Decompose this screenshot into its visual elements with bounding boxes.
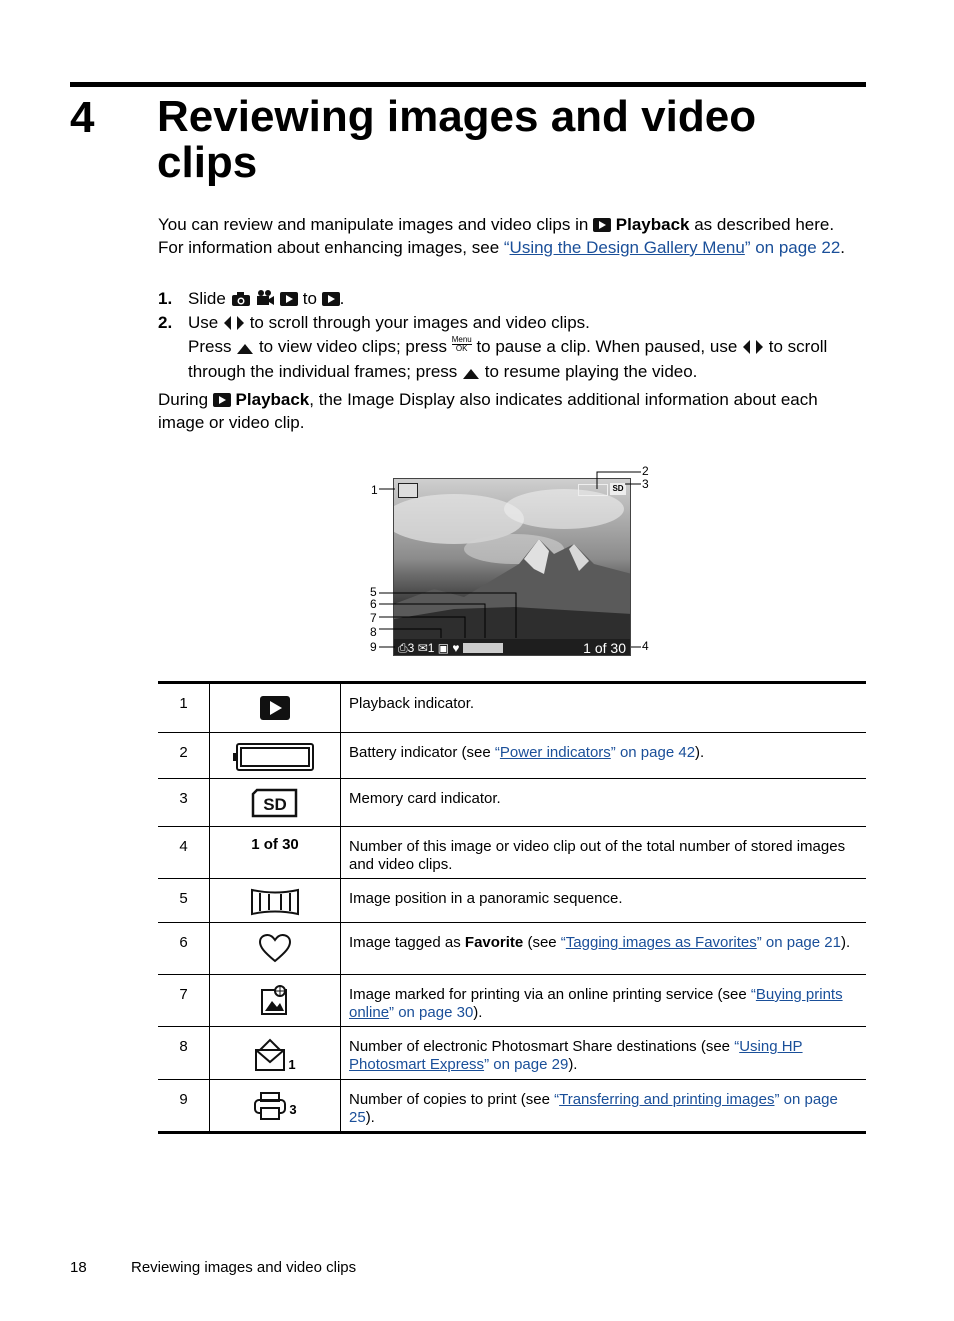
up-arrow-icon: [236, 343, 254, 355]
table-row: [158, 1080, 866, 1131]
row-description: Number of copies to print (see “Transferring and printing images” on page 25).: [349, 1091, 838, 1126]
callout-2: 2: [642, 464, 649, 478]
printer-icon: [253, 1091, 287, 1121]
playback-icon: [322, 292, 340, 306]
row-number: 3: [158, 779, 210, 826]
chapter-rule: [70, 82, 866, 87]
transferring-printing-link[interactable]: “Transferring and printing images” on page 25: [349, 1091, 838, 1126]
table-row: [158, 733, 866, 779]
row-number: 4: [158, 827, 210, 878]
sd-card-icon: [251, 788, 299, 818]
counter-label: 1 of 30: [210, 827, 341, 878]
row-number: 5: [158, 879, 210, 922]
display-heart-icon: ♥: [452, 641, 460, 655]
intro-text: You can review and manipulate images and video clips in: [158, 215, 594, 234]
row-description: Image position in a panoramic sequence.: [349, 890, 623, 907]
left-right-arrows-icon: [223, 315, 245, 331]
table-row: [158, 1027, 866, 1080]
step-1-number: 1.: [158, 289, 173, 308]
callout-6: 6: [370, 597, 377, 611]
svg-text:SD: SD: [263, 795, 287, 814]
row-number: 6: [158, 923, 210, 974]
heart-icon: [258, 933, 292, 963]
buying-prints-link[interactable]: “Buying prints online” on page 30: [349, 986, 843, 1021]
callout-5: 5: [370, 585, 377, 599]
footer-title: Reviewing images and video clips: [131, 1259, 357, 1276]
page-number: 18: [70, 1259, 87, 1276]
design-gallery-link[interactable]: “Using the Design Gallery Menu” on page 22: [503, 238, 841, 257]
up-arrow-icon: [462, 368, 480, 380]
table-row: [158, 975, 866, 1027]
share-icon: [254, 1038, 286, 1072]
table-row: [158, 827, 866, 879]
video-icon: [255, 289, 275, 307]
row-description: Image marked for printing via an online printing service (see “Buying prints online” on page 30).: [349, 986, 843, 1021]
callout-9: 9: [370, 640, 377, 654]
row-description: Number of this image or video clip out of the total number of stored images and video clips.: [349, 838, 846, 873]
row-number: 7: [158, 975, 210, 1026]
step-2-number: 2.: [158, 313, 173, 332]
menu-ok-icon: Menu OK: [451, 335, 472, 353]
during-paragraph: During Playback, the Image Display also indicates additional information about each image or video clip.: [158, 390, 818, 432]
panorama-icon: [250, 887, 300, 917]
table-bottom-rule: [158, 1131, 866, 1134]
step-2-line-2: Press to view video clips; press Menu OK to pause a clip. When paused, use to scroll: [188, 335, 828, 356]
power-indicators-link[interactable]: “Power indicators” on page 42: [494, 744, 696, 761]
playback-label: Playback: [615, 215, 690, 234]
display-sd-icon: SD: [610, 483, 626, 495]
step-2-line-1: Use to scroll through your images and video clips.: [188, 313, 590, 332]
figure-callout-lines: [365, 462, 665, 662]
display-counter: 1 of 30: [583, 640, 626, 656]
chapter-title: Reviewing images and video clips: [157, 92, 757, 187]
photosmart-express-link[interactable]: “Using HP Photosmart Express” on page 29: [349, 1038, 803, 1073]
display-share-icon: ✉: [417, 641, 428, 655]
table-row: [158, 779, 866, 827]
playback-icon: [213, 393, 231, 407]
camera-icon: [231, 291, 251, 307]
share-count: 1: [288, 1057, 296, 1072]
row-description: Number of electronic Photosmart Share destinations (see “Using HP Photosmart Express” on page 29).: [349, 1038, 803, 1073]
tagging-favorites-link[interactable]: “Tagging images as Favorites” on page 21: [560, 934, 841, 951]
table-row: [158, 879, 866, 923]
display-print-count: 3: [407, 641, 415, 655]
step-2-line-3: through the individual frames; press to resume playing the video.: [188, 362, 698, 381]
playback-icon: [593, 218, 611, 232]
row-description: Playback indicator.: [349, 695, 475, 712]
row-description: Image tagged as Favorite (see “Tagging images as Favorites” on page 21).: [349, 934, 851, 951]
step-1: Slide to .: [188, 289, 345, 308]
callout-1: 1: [371, 483, 378, 497]
row-number: 2: [158, 733, 210, 778]
print-count: 3: [289, 1102, 297, 1117]
table-row: [158, 923, 866, 975]
row-number: 1: [158, 684, 210, 732]
callout-4: 4: [642, 639, 649, 653]
row-number: 9: [158, 1080, 210, 1131]
row-description: Battery indicator (see “Power indicators” on page 42).: [349, 744, 705, 761]
display-share-count: 1: [427, 641, 435, 655]
display-online-print-icon: ▣: [437, 641, 450, 655]
row-number: 8: [158, 1027, 210, 1079]
table-row: [158, 684, 866, 733]
display-printer-icon: ⎙: [398, 641, 408, 655]
chapter-number: 4: [70, 93, 95, 142]
intro-text-2: as described here. For information about enhancing images, see: [158, 215, 835, 257]
intro-paragraph: You can review and manipulate images and video clips in Playback as described here. For information about enhancing images, see “Using the Design Gallery Menu” on page 22.: [158, 215, 846, 257]
callout-7: 7: [370, 611, 377, 625]
playback-icon: [259, 695, 291, 721]
left-right-arrows-icon: [742, 339, 764, 355]
battery-icon: [233, 742, 317, 772]
callout-3: 3: [642, 477, 649, 491]
callout-8: 8: [370, 625, 377, 639]
playback-icon: [280, 292, 298, 306]
row-description: Memory card indicator.: [349, 790, 501, 807]
online-print-icon: [260, 984, 290, 1016]
